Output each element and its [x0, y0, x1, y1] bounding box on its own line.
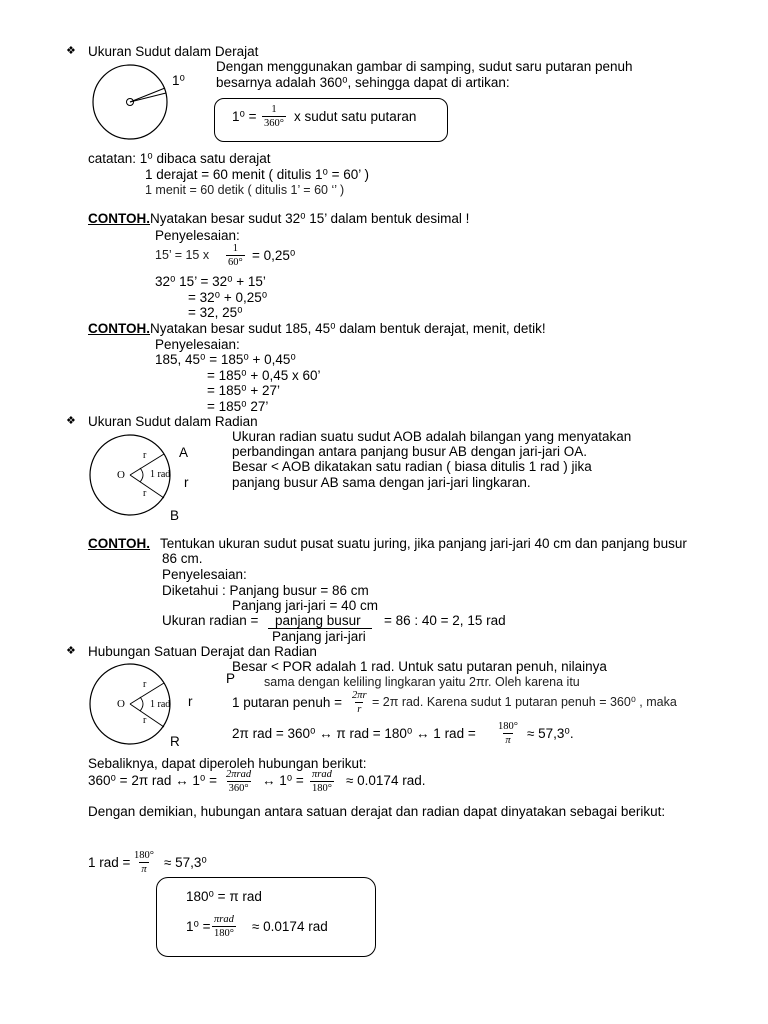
fraction-pirad-over-180: πrad 180°: [312, 769, 332, 794]
example2-line1: 185, 45⁰ = 185⁰ + 0,45⁰: [155, 352, 296, 367]
summary-line2a: 1⁰ =: [186, 919, 211, 934]
s2-desc-line4: panjang busur AB sama dengan jari-jari lingkaran.: [232, 475, 531, 490]
fraction-180-over-pi-2: $\frac{180^\circ}{\pi}$: [134, 850, 154, 875]
fig-label-p: P: [226, 671, 236, 686]
s1-desc-line1: Dengan menggunakan gambar di samping, sudut saru putaran penuh: [216, 59, 633, 74]
section-heading-degree: Ukuran Sudut dalam Derajat: [88, 44, 259, 59]
example3-known2: Panjang jari-jari = 40 cm: [232, 598, 378, 613]
bullet-icon: ❖: [66, 45, 76, 57]
fig-label-r-point: R: [170, 734, 180, 749]
s1-desc-line2: besarnya adalah 360⁰, sehingga dapat di artikan:: [216, 75, 510, 90]
summary-line1: 180⁰ = π rad: [186, 889, 262, 904]
s2-desc-line2: perbandingan antara panjang busur AB dengan jari-jari OA.: [232, 444, 587, 459]
example2-line2: = 185⁰ + 0,45 x 60’: [207, 368, 321, 383]
fraction-2pir-over-r: $\frac{2\pi r}{r}$: [352, 690, 367, 715]
circle-diagram-radian: [88, 430, 188, 520]
fig-label-one-degree: 1⁰: [172, 73, 185, 88]
s3-formula1a: 1 rad =: [88, 855, 131, 870]
fig-label-r-bottom: r: [143, 488, 147, 499]
section-heading-relation: Hubungan Satuan Derajat dan Radian: [88, 644, 317, 659]
example3-frac-denominator: Panjang jari-jari: [272, 629, 366, 644]
example1-line3: = 32⁰ + 0,25⁰: [188, 290, 268, 305]
s3-paragraph1: Sebaliknya, dapat diperoleh hubungan berikut:: [88, 756, 367, 771]
s3-desc-line2: sama dengan keliling lingkaran yaitu 2πr. Oleh karena itu: [264, 675, 580, 689]
example3-known1: Diketahui : Panjang busur = 86 cm: [162, 583, 369, 598]
example3-radian-label: Ukuran radian =: [162, 613, 259, 628]
circle-diagram-degree: [92, 64, 172, 144]
example3-question1: Tentukan ukuran sudut pusat suatu juring, jika panjang jari-jari 40 cm dan panjang busur: [160, 536, 687, 551]
s3-line2a: 2π rad = 360⁰ ↔ π rad = 180⁰ ↔ 1 rad =: [232, 726, 476, 741]
note-line3: 1 menit = 60 detik ( ditulis 1’ = 60 ‘’ ): [145, 183, 345, 197]
s3-paragraph2a: 360⁰ = 2π rad ↔ 1⁰ =: [88, 773, 217, 788]
fig-label-r-bottom: r: [143, 715, 147, 726]
fig-label-one-rad: 1 rad: [150, 469, 171, 480]
contoh-label-3: CONTOH.: [88, 536, 151, 551]
example3-frac-numerator: panjang busur: [275, 613, 361, 628]
contoh-label-1: CONTOH.: [88, 211, 151, 226]
example3-result: = 86 : 40 = 2, 15 rad: [384, 613, 506, 628]
box-lhs: 1⁰ =: [232, 109, 257, 124]
fig-label-r-arc: r: [184, 475, 189, 490]
fig-label-o: O: [117, 698, 125, 710]
fig-label-o: O: [117, 469, 125, 481]
fraction-pirad-over-180-box: πrad 180°: [214, 914, 234, 939]
example1-line1b: = 0,25⁰: [252, 248, 296, 263]
fraction-one-over-360: $\frac{1}{360^\circ}$: [264, 104, 284, 129]
fraction-2pirad-over-360: 2πrad 360°: [226, 769, 252, 794]
fraction-one-over-60: $\frac{1}{60^\circ}$: [228, 243, 243, 268]
s2-desc-line3: Besar < AOB dikatakan satu radian ( biasa ditulis 1 rad ) jika: [232, 459, 592, 474]
s3-line1a: 1 putaran penuh =: [232, 695, 342, 710]
fig-label-r-arc: r: [188, 694, 193, 709]
section-heading-radian: Ukuran Sudut dalam Radian: [88, 414, 258, 429]
example1-solution-label: Penyelesaian:: [155, 228, 240, 243]
box-rhs: x sudut satu putaran: [294, 109, 417, 124]
example2-solution-label: Penyelesaian:: [155, 337, 240, 352]
fig-label-r-top: r: [143, 679, 147, 690]
fig-label-one-rad: 1 rad: [150, 699, 171, 710]
example1-question: Nyatakan besar sudut 32⁰ 15’ dalam bentuk desimal !: [150, 211, 470, 226]
example3-solution-label: Penyelesaian:: [162, 567, 247, 582]
example1-line4: = 32, 25⁰: [188, 305, 243, 320]
example2-line4: = 185⁰ 27’: [207, 399, 269, 414]
example1-line1a: 15’ = 15 x: [155, 248, 210, 262]
bullet-icon: ❖: [66, 415, 76, 427]
example1-line2: 32⁰ 15’ = 32⁰ + 15’: [155, 274, 266, 289]
bullet-icon: ❖: [66, 645, 76, 657]
fig-label-r-top: r: [143, 450, 147, 461]
note-line2: 1 derajat = 60 menit ( ditulis 1⁰ = 60’ ): [145, 167, 370, 182]
s3-formula1b: ≈ 57,3⁰: [164, 855, 207, 870]
contoh-label-2: CONTOH.: [88, 321, 151, 336]
s2-desc-line1: Ukuran radian suatu sudut AOB adalah bilangan yang menyatakan: [232, 429, 632, 444]
example2-question: Nyatakan besar sudut 185, 45⁰ dalam bentuk derajat, menit, detik!: [150, 321, 546, 336]
s3-paragraph2b: ≈ 0.0174 rad.: [346, 773, 426, 788]
fig-label-b: B: [170, 508, 180, 523]
summary-line2b: ≈ 0.0174 rad: [252, 919, 328, 934]
s3-paragraph2-mid: ↔ 1⁰ =: [262, 773, 304, 788]
example2-line3: = 185⁰ + 27’: [207, 383, 280, 398]
note-line1: catatan: 1⁰ dibaca satu derajat: [88, 151, 271, 166]
fraction-180-over-pi: $\frac{180^\circ}{\pi}$: [498, 721, 518, 746]
s3-line2b: ≈ 57,3⁰.: [527, 726, 574, 741]
s3-paragraph3: Dengan demikian, hubungan antara satuan derajat dan radian dapat dinyatakan sebagai berikut:: [88, 804, 666, 819]
s3-line1b: = 2π rad. Karena sudut 1 putaran penuh = 360⁰ , maka: [372, 695, 677, 709]
example3-question2: 86 cm.: [162, 551, 203, 566]
fig-label-a: A: [179, 445, 189, 460]
s3-desc-line1: Besar < POR adalah 1 rad. Untuk satu putaran penuh, nilainya: [232, 659, 607, 674]
